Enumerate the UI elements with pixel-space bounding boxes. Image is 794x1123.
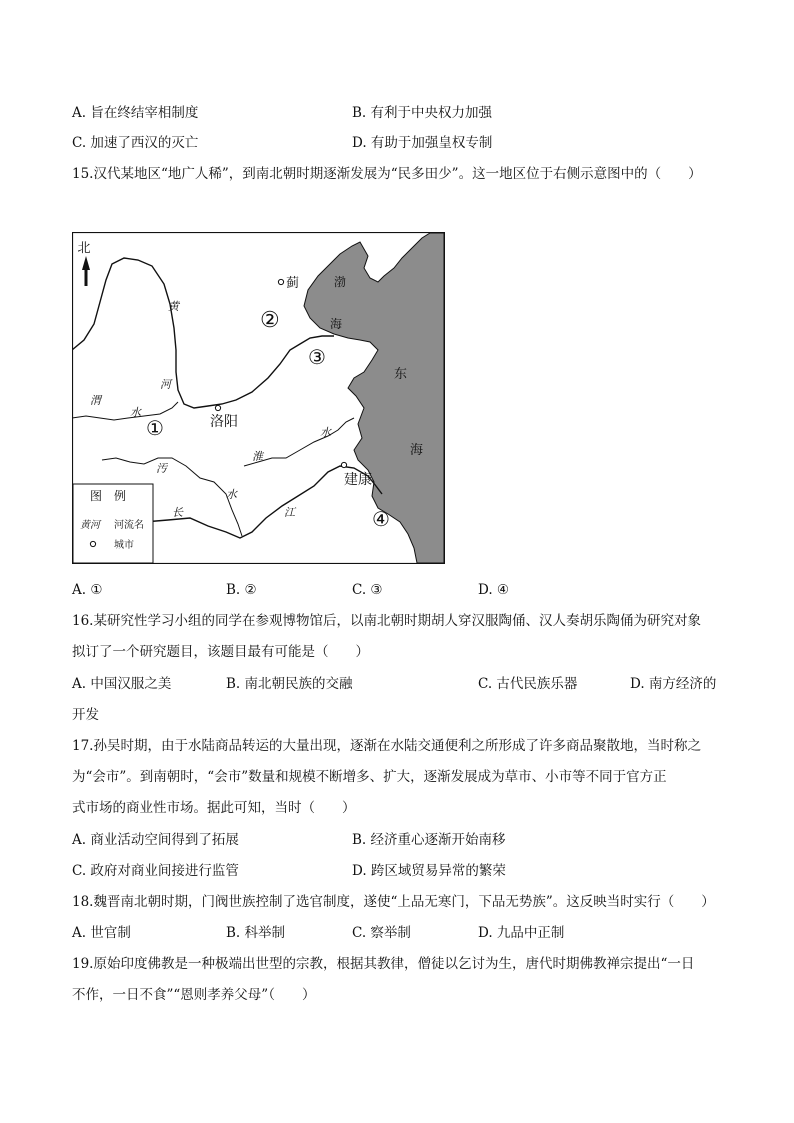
legend-title: 图 例: [90, 489, 127, 503]
city-ji-icon: [278, 279, 283, 284]
q14-option-d: D. 有助于加强皇权专制: [352, 135, 493, 151]
q16-option-d-cont: 开发: [72, 707, 99, 723]
marker-4: ④: [372, 507, 390, 531]
river-huai-label-2: 水: [320, 426, 331, 439]
legend-city-icon: [90, 541, 95, 546]
q19-stem-line1: 19.原始印度佛教是一种极端出世型的宗教，根据其教律，僧徒以乞讨为生，唐代时期佛教禅宗提出“一日: [72, 956, 695, 972]
q14-option-b: B. 有利于中央权力加强: [352, 105, 493, 121]
q16-stem-line2: 拟订了一个研究题目，该题目最有可能是（ ）: [72, 644, 369, 660]
q14-option-c: C. 加速了西汉的灭亡: [72, 135, 199, 151]
city-jiankang-label: 建康: [344, 472, 372, 488]
q18-stem: 18.魏晋南北朝时期，门阀世族控制了选官制度，遂使“上品无寒门，下品无势族”。这反映当时实行（ ）: [72, 894, 715, 910]
q15-option-a: A. ①: [72, 582, 103, 598]
q15-option-b: B. ②: [226, 582, 257, 598]
river-chang-label-2: 江: [284, 506, 295, 519]
q15-option-c: C. ③: [352, 582, 383, 598]
legend-city-label: 城市: [114, 540, 134, 551]
q18-option-c: C. 察举制: [352, 925, 411, 941]
city-luoyang-label: 洛阳: [210, 414, 238, 430]
q16-option-c: C. 古代民族乐器: [478, 676, 578, 692]
q17-stem-line2: 为“会市”。到南朝时，“会市”数量和规模不断增多、扩大，逐渐发展成为草市、小市等不同于官方正: [72, 769, 667, 785]
sea-dong-label-2: 海: [410, 443, 424, 458]
river-wei-label-2: 水: [130, 406, 141, 419]
q15-stem: 15.汉代某地区“地广人稀”，到南北朝时期逐渐发展为“民多田少”。这一地区位于右侧示意图中的（ ）: [72, 166, 702, 182]
q16-stem-line1: 16.某研究性学习小组的同学在参观博物馆后，以南北朝时期胡人穿汉服陶俑、汉人奏胡乐陶俑为研究对象: [72, 613, 701, 629]
q19-stem-line2: 不作，一日不食”“恩则孝养父母”（ ）: [72, 987, 316, 1003]
q17-stem-line1: 17.孙吴时期，由于水陆商品转运的大量出现，逐渐在水陆交通便利之所形成了许多商品聚散地，当时称之: [72, 738, 701, 754]
q14-option-a: A. 旨在终结宰相制度: [72, 105, 199, 121]
river-han-label-2: 水: [226, 488, 237, 501]
q17-option-d: D. 跨区域贸易异常的繁荣: [352, 863, 506, 879]
legend-river-sample: 黄河: [80, 520, 100, 531]
marker-1: ①: [146, 416, 164, 440]
q15-option-d: D. ④: [478, 582, 510, 598]
sea-bo-label-1: 渤: [334, 275, 347, 289]
marker-2: ②: [260, 308, 280, 333]
sea-dong-label-1: 东: [394, 367, 408, 382]
q17-option-c: C. 政府对商业间接进行监管: [72, 863, 239, 879]
river-han-label-1: 汚: [156, 462, 167, 475]
q17-option-a: A. 商业活动空间得到了拓展: [72, 832, 239, 848]
q17-option-b: B. 经济重心逐渐开始南移: [352, 832, 506, 848]
city-luoyang-icon: [215, 405, 220, 410]
q15-map: [72, 232, 445, 564]
river-huang-label-1: 黄: [168, 300, 179, 313]
north-label: 北: [77, 241, 91, 256]
river-wei-label-1: 渭: [90, 394, 101, 407]
q16-option-d: D. 南方经济的: [630, 676, 717, 692]
q16-option-a: A. 中国汉服之美: [72, 676, 172, 692]
legend-river-label: 河流名: [114, 520, 144, 531]
river-chang-label-1: 长: [172, 506, 183, 519]
sea-bo-label-2: 海: [330, 317, 343, 331]
river-huai-label-1: 淮: [252, 450, 263, 463]
q18-option-d: D. 九品中正制: [478, 925, 565, 941]
river-huang-label-2: 河: [160, 378, 171, 391]
city-jiankang-icon: [341, 462, 346, 467]
q16-option-b: B. 南北朝民族的交融: [226, 676, 353, 692]
marker-3: ③: [308, 345, 326, 369]
q18-option-b: B. 科举制: [226, 925, 286, 941]
city-ji-label: 蓟: [286, 276, 300, 291]
q18-option-a: A. 世官制: [72, 925, 131, 941]
q17-stem-line3: 式市场的商业性市场。据此可知，当时（ ）: [72, 800, 356, 816]
